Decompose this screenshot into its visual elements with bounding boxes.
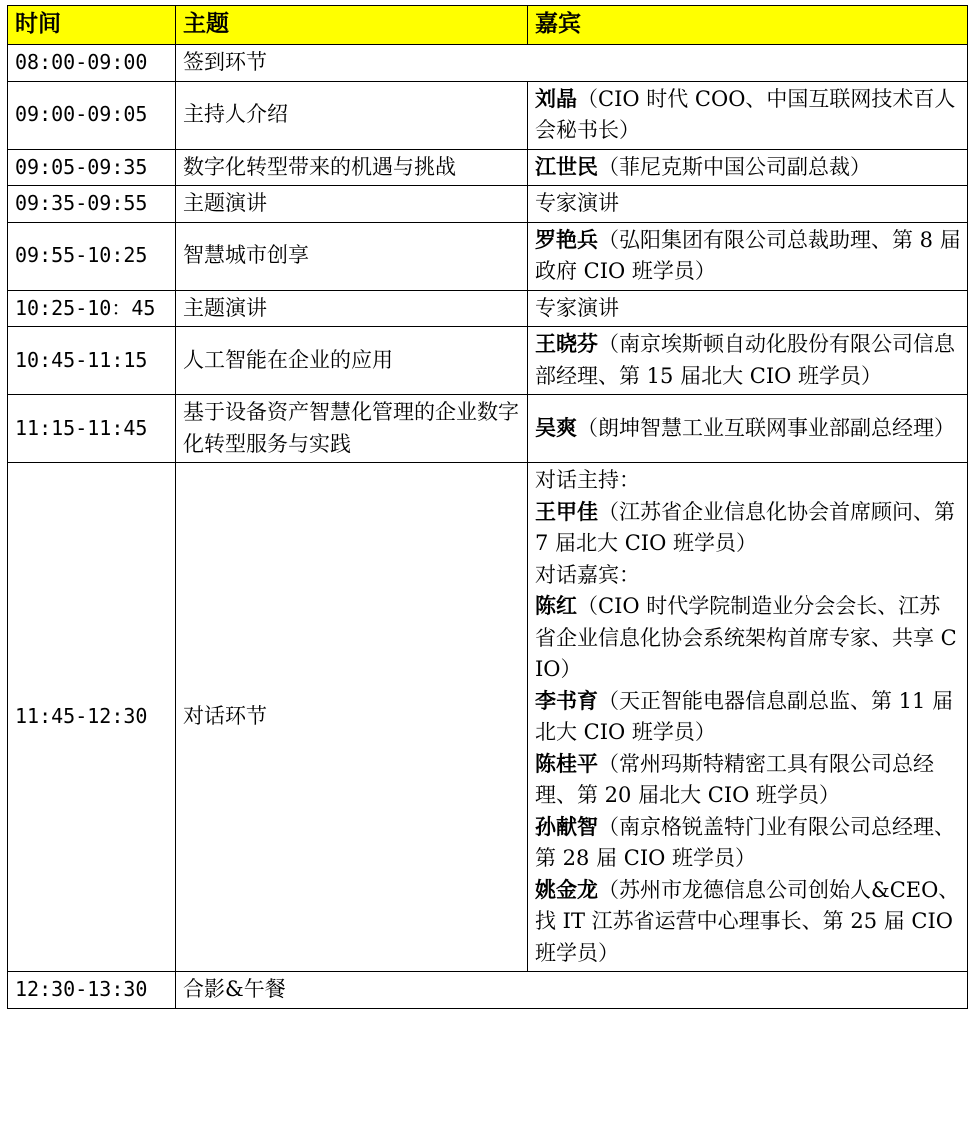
guest-entry [535, 749, 961, 812]
topic-cell: 合影&午餐 [176, 972, 968, 1009]
time-cell: 10:45-11:15 [8, 327, 176, 395]
guests-cell [528, 327, 968, 395]
guest-description: （CIO 时代学院制造业分会会长、江苏省企业信息化协会系统架构首席专家、共享 CIO） [535, 594, 957, 681]
guest-note: 专家演讲 [535, 191, 619, 215]
guest-name: 孙献智 [535, 814, 598, 839]
guests-cell [528, 81, 968, 149]
header-row [8, 6, 968, 45]
guest-description: （CIO 时代 COO、中国互联网技术百人会秘书长） [535, 86, 956, 142]
time-cell: 09:35-09:55 [8, 186, 176, 223]
guest-description: （弘阳集团有限公司总裁助理、第 8 届政府 CIO 班学员） [535, 227, 961, 283]
time-cell: 11:15-11:45 [8, 395, 176, 463]
guest-entry [535, 875, 961, 970]
guest-name: 王晓芬 [535, 332, 598, 356]
table-row [8, 149, 968, 186]
guest-note: 对话主持： [535, 468, 640, 492]
topic-cell: 主题演讲 [176, 290, 528, 327]
table-row [8, 395, 968, 463]
agenda-body [8, 45, 968, 1009]
guest-entry [535, 332, 955, 388]
guest-description: （朗坤智慧工业互联网事业部副总经理） [577, 415, 955, 440]
table-row [8, 45, 968, 82]
time-cell: 12:30-13:30 [8, 972, 176, 1009]
guest-entry [535, 560, 961, 592]
guest-name: 刘晶 [535, 86, 577, 111]
guests-cell [528, 463, 968, 972]
guest-entry [535, 296, 619, 320]
guest-entry [535, 87, 955, 143]
topic-cell: 人工智能在企业的应用 [176, 327, 528, 395]
table-row [8, 972, 968, 1009]
table-row [8, 186, 968, 223]
time-cell: 11:45-12:30 [8, 463, 176, 972]
table-row [8, 222, 968, 290]
table-row [8, 327, 968, 395]
topic-cell: 数字化转型带来的机遇与挑战 [176, 149, 528, 186]
guest-description: （江苏省企业信息化协会首席顾问、第 7 届北大 CIO 班学员） [535, 499, 955, 555]
guest-description: （苏州市龙德信息公司创始人&CEO、找 IT 江苏省运营中心理事长、第 25 届 CIO 班学员） [535, 877, 960, 965]
guests-cell [528, 290, 968, 327]
topic-cell: 智慧城市创享 [176, 222, 528, 290]
guest-entry [535, 497, 961, 560]
topic-cell: 对话环节 [176, 463, 528, 972]
guest-entry [535, 812, 961, 875]
table-row [8, 81, 968, 149]
guest-entry [535, 191, 619, 215]
guest-note: 专家演讲 [535, 295, 619, 320]
guest-description: （天正智能电器信息副总监、第 11 届北大 CIO 班学员） [535, 688, 954, 744]
table-row [8, 290, 968, 327]
topic-cell: 主题演讲 [176, 186, 528, 223]
table-row [8, 463, 968, 972]
guest-description: （南京格锐盖特门业有限公司总经理、第 28 届 CIO 班学员） [535, 814, 955, 870]
guest-name: 姚金龙 [535, 877, 598, 902]
topic-cell: 签到环节 [176, 45, 968, 82]
guest-description: （南京埃斯顿自动化股份有限公司信息部经理、第 15 届北大 CIO 班学员） [535, 332, 955, 388]
time-cell: 09:55-10:25 [8, 222, 176, 290]
header-topic: 主题 [176, 6, 528, 45]
time-cell: 09:00-09:05 [8, 81, 176, 149]
guest-entry [535, 465, 961, 497]
guest-entry [535, 155, 871, 179]
time-cell: 08:00-09:00 [8, 45, 176, 82]
guest-entry [535, 228, 961, 284]
guest-description: （菲尼克斯中国公司副总裁） [598, 154, 871, 179]
guest-name: 王甲佳 [535, 499, 598, 524]
guests-cell [528, 395, 968, 463]
header-guests: 嘉宾 [528, 6, 968, 45]
guest-entry [535, 591, 961, 686]
guests-cell [528, 186, 968, 223]
guest-name: 吴爽 [535, 415, 577, 440]
guest-description: （常州玛斯特精密工具有限公司总经理、第 20 届北大 CIO 班学员） [535, 751, 934, 807]
guest-entry [535, 416, 955, 440]
guest-name: 李书育 [535, 688, 598, 713]
guests-cell [528, 222, 968, 290]
time-cell: 10:25-10：45 [8, 290, 176, 327]
guest-name: 陈红 [535, 594, 577, 618]
guest-name: 江世民 [535, 154, 598, 179]
guest-name: 陈桂平 [535, 751, 598, 776]
topic-cell: 主持人介绍 [176, 81, 528, 149]
header-time: 时间 [8, 6, 176, 45]
guest-name: 罗艳兵 [535, 227, 598, 252]
agenda-table [7, 5, 968, 1009]
time-cell: 09:05-09:35 [8, 149, 176, 186]
topic-cell: 基于设备资产智慧化管理的企业数字化转型服务与实践 [176, 395, 528, 463]
guest-note: 对话嘉宾： [535, 562, 640, 587]
guest-entry [535, 686, 961, 749]
guests-cell [528, 149, 968, 186]
